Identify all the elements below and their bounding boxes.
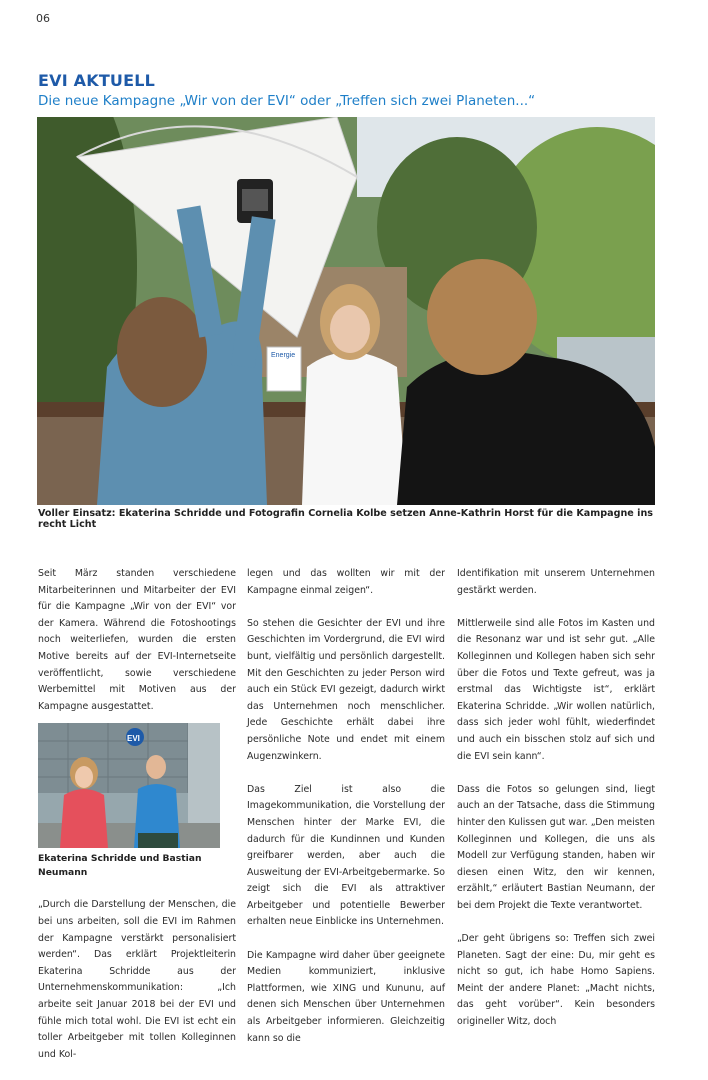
- page-number: 06: [36, 12, 50, 25]
- paragraph: Identifikation mit unserem Unternehmen gestärkt werden.: [457, 568, 655, 596]
- section-label: EVI AKTUELL: [38, 71, 156, 90]
- paragraph: So stehen die Gesichter der EVI und ihre Geschichten im Vordergrund, die EVI wird bunt, vielfältig und persönlich dargestellt. Mit den Geschichten zu jeder Person wird auch ein Stück EVI gezeigt, dadurch wirkt das Unternehmen noch menschlicher. Jede Geschichte erhält dabei ihre persönliche Note und endet mit einem Augenzwinkern.: [247, 617, 445, 762]
- paragraph: Das Ziel ist also die Imagekommunikation, die Vorstellung der Menschen hinter der Marke EVI, die dadurch für die Kundinnen und Kunden greifbarer werden, aber auch die Ausweitung der EVI-Arbeitgebermarke. So zeigt sich die EVI als attraktiver Arbeitgeber und potentielle Bewerber erhalten neue Einblicke ins Unternehmen.: [247, 783, 445, 928]
- text-column-1: [38, 566, 236, 1080]
- paragraph: „Der geht übrigens so: Treffen sich zwei Planeten. Sagt der eine: Du, mir geht es nicht so gut, ich habe Homo Sapiens. Meint der andere Planet: „Macht nichts, das geht vorüber“. Kein besonders origineller Witz, doch: [457, 933, 655, 1028]
- flyer-text: Energie: [271, 352, 296, 359]
- paragraph: Mittlerweile sind alle Fotos im Kasten und die Resonanz war und ist sehr gut. „Alle Kolleginnen und Kollegen haben sich sehr über die Fotos und Texte gefreut, was ja erstmal das Wichtigste ist“, erklärt Ekaterina Schridde. „Wir wollen natürlich, dass sich jeder wohl fühlt, wiederfindet und auch ein bisschen stolz auf sich und die EVI sein kann“.: [457, 617, 655, 762]
- inset-photo: [38, 723, 220, 848]
- text-column-2: [247, 566, 445, 1064]
- text-column-3: [457, 566, 655, 1047]
- hero-photo-caption: Voller Einsatz: Ekaterina Schridde und Fotografin Cornelia Kolbe setzen Anne-Kathrin Horst für die Kampagne ins recht Licht: [38, 508, 653, 530]
- paragraph: „Durch die Darstellung der Menschen, die bei uns arbeiten, soll die EVI im Rahmen der Kampagne verstärkt personalisiert werden“. Das erklärt Projektleiterin Ekaterina Schridde aus der Unternehmenskommunikation: „Ich arbeite seit Januar 2018 bei der EVI und fühle mich total wohl. Die EVI ist echt ein toller Arbeitgeber mit tollen Kolleginnen und Kol-: [38, 899, 236, 1060]
- hero-photo: [37, 117, 655, 505]
- paragraph: Dass die Fotos so gelungen sind, liegt auch an der Tatsache, dass die Stimmung hinter den Kulissen gut war. „Den meisten Kolleginnen und Kollegen, die uns als Modell zur Verfügung standen, haben wir diesen einen Witz, den wir kennen, erzählt,“ erläutert Bastian Neumann, der bei dem Projekt die Texte verantwortet.: [457, 783, 655, 911]
- article-headline: Die neue Kampagne „Wir von der EVI“ oder „Treffen sich zwei Planeten...“: [38, 93, 536, 109]
- inset-photo-caption: Ekaterina Schridde und Bastian Neumann: [38, 853, 202, 879]
- building-logo: EVI: [127, 734, 140, 744]
- paragraph: Seit März standen verschiedene Mitarbeiterinnen und Mitarbeiter der EVI für die Kampagne „Wir von der EVI“ vor der Kamera. Während die Fotoshootings noch weiterliefen, wurden die ersten Motive bereits auf der EVI-Internetseite veröffentlicht, sowie verschiedene Werbemittel mit Motiven aus der Kampagne ausgestattet.: [38, 568, 236, 712]
- paragraph: Die Kampagne wird daher über geeignete Medien kommuniziert, inklusive Plattformen, wie XING und Kununu, auf denen sich Menschen über Unternehmen als Arbeitgeber informieren. Gleichzeitig kann so die: [247, 949, 445, 1044]
- paragraph: legen und das wollten wir mit der Kampagne einmal zeigen“.: [247, 568, 445, 596]
